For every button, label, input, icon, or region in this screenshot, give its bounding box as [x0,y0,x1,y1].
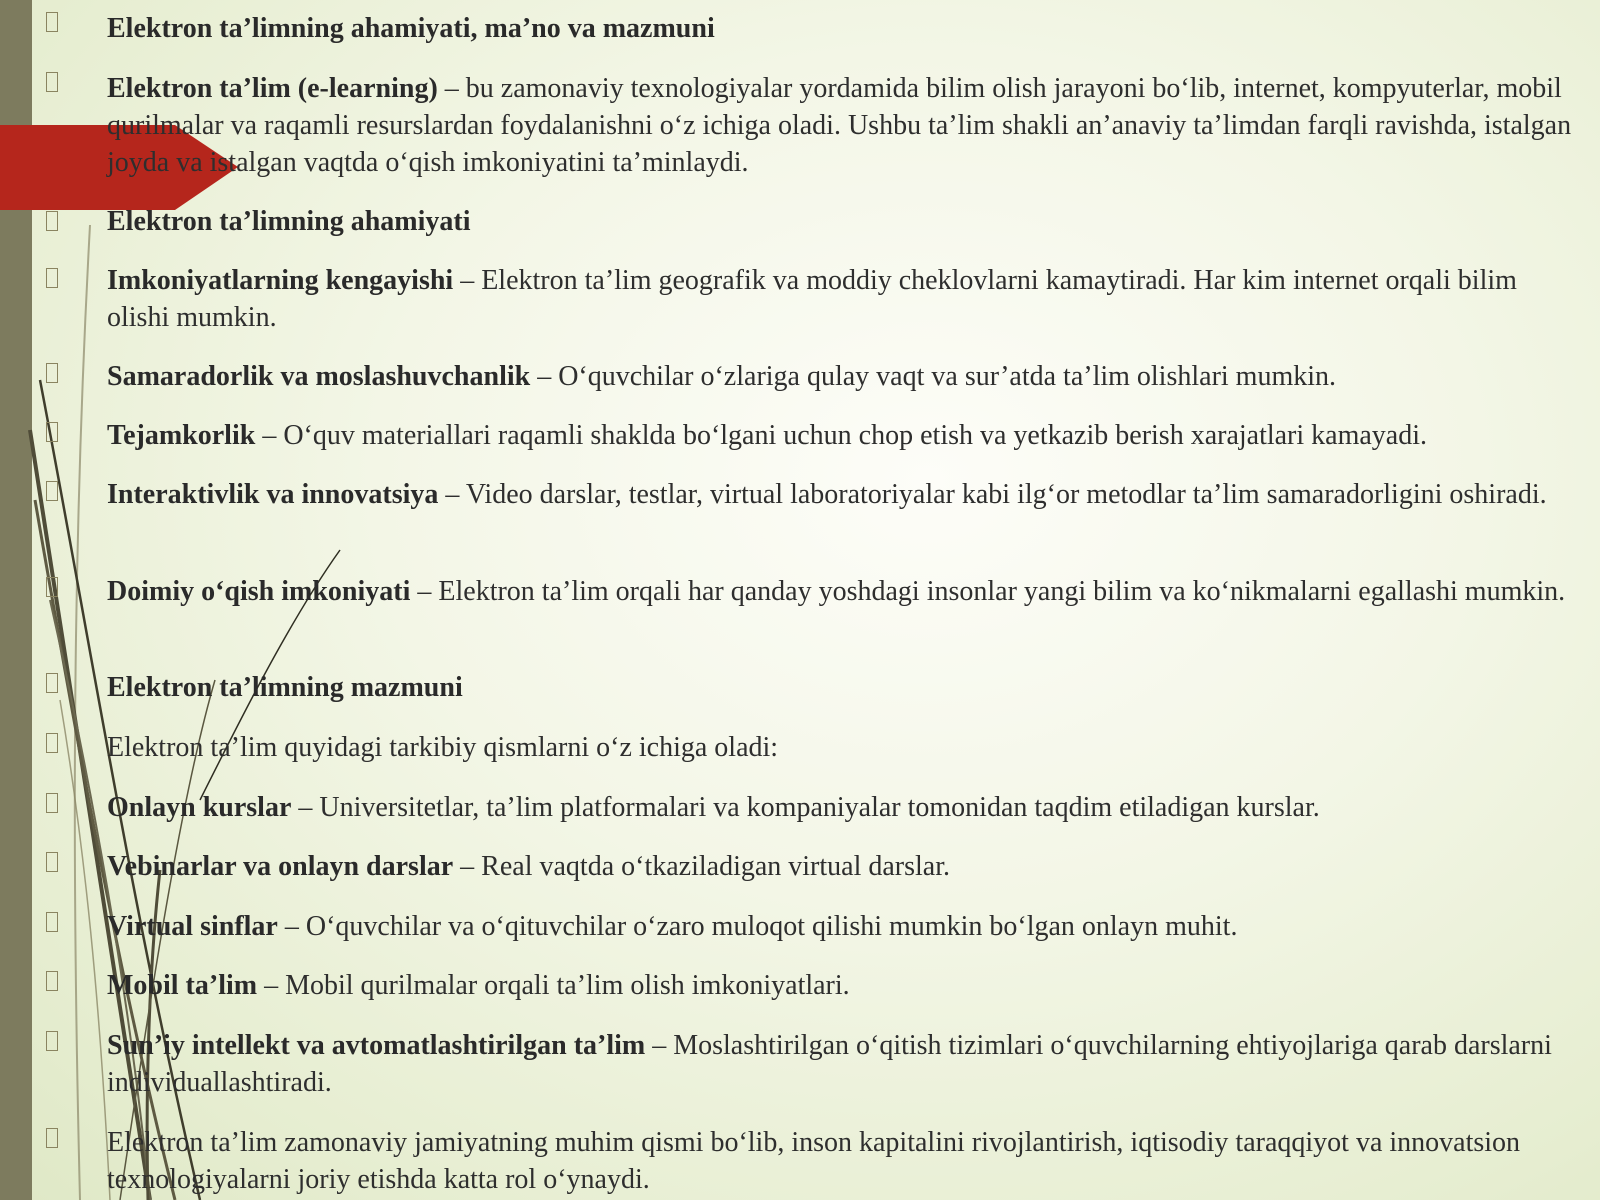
list-item-ai-learning: Sun’iy intellekt va avtomatlashtirilgan ta’lim – Moslashtirilgan o‘qitish tizimlari o‘quvchilarning ehtiyojlariga qarab darslarni individuallashtiradi. [107,1030,1552,1098]
square-bullet-icon [46,211,58,231]
list-item-efficiency: Samaradorlik va moslashuvchanlik – O‘quvchilar o‘zlariga qulay vaqt va sur’atda ta’lim olishlari mumkin. [107,361,1337,392]
square-bullet-icon [46,1031,58,1051]
square-bullet-icon [46,268,58,288]
square-bullet-icon [46,793,58,813]
list-item-virtual-classes: Virtual sinflar – O‘quvchilar va o‘qituvchilar o‘zaro muloqot qilishi mumkin bo‘lgan onlayn muhit. [107,911,1238,942]
heading-content: Elektron ta’limning mazmuni [107,672,463,703]
heading-importance: Elektron ta’limning ahamiyati [107,206,471,237]
square-bullet-icon [46,481,58,501]
paragraph-components-intro: Elektron ta’lim quyidagi tarkibiy qismlarni o‘z ichiga oladi: [107,732,779,763]
list-item-mobile-learning: Mobil ta’lim – Mobil qurilmalar orqali ta’lim olish imkoniyatlari. [107,970,850,1001]
paragraph-conclusion: Elektron ta’lim zamonaviy jamiyatning muhim qismi bo‘lib, inson kapitalini rivojlantirish, iqtisodiy taraqqiyot va innovatsion texnologiyalarni joriy etishda katta rol o‘ynaydi. [107,1127,1521,1195]
list-item-online-courses: Onlayn kurslar – Universitetlar, ta’lim platformalari va kompaniyalar tomonidan taqdim etiladigan kurslar. [107,792,1320,823]
square-bullet-icon [46,422,58,442]
square-bullet-icon [46,577,58,597]
square-bullet-icon [46,1128,58,1148]
square-bullet-icon [46,852,58,872]
list-item-lifelong-learning: Doimiy o‘qish imkoniyati – Elektron ta’lim orqali har qanday yoshdagi insonlar yangi bilim va ko‘nikmalarni egallashi mumkin. [107,576,1566,607]
square-bullet-icon [46,72,58,92]
paragraph-e-learning-definition: Elektron ta’lim (e-learning) – bu zamonaviy texnologiyalar yordamida bilim olish jarayoni bo‘lib, internet, kompyuterlar, mobil qurilmalar va raqamli resurslardan foydalanishni o‘z ichiga oladi. Ushbu ta’lim shakli an’anaviy ta’limdan farqli ravishda, istalgan joyda va istalgan vaqtda o‘qish imkoniyatini ta’minlaydi. [107,73,1572,178]
list-item-savings: Tejamkorlik – O‘quv materiallari raqamli shaklda bo‘lgani uchun chop etish va yetkazib berish xarajatlari kamayadi. [107,420,1428,451]
square-bullet-icon [46,912,58,932]
list-item-opportunities: Imkoniyatlarning kengayishi – Elektron ta’lim geografik va moddiy cheklovlarni kamaytiradi. Har kim internet orqali bilim olishi mumkin. [107,265,1517,333]
square-bullet-icon [46,363,58,383]
square-bullet-icon [46,733,58,753]
square-bullet-icon [46,971,58,991]
square-bullet-icon [46,12,58,32]
list-item-interactivity: Interaktivlik va innovatsiya – Video darslar, testlar, virtual laboratoriyalar kabi ilg‘or metodlar ta’lim samaradorligini oshiradi. [107,479,1547,510]
list-item-webinars: Vebinarlar va onlayn darslar – Real vaqtda o‘tkaziladigan virtual darslar. [107,851,950,882]
heading-main: Elektron ta’limning ahamiyati, ma’no va mazmuni [107,13,715,44]
square-bullet-icon [46,673,58,693]
